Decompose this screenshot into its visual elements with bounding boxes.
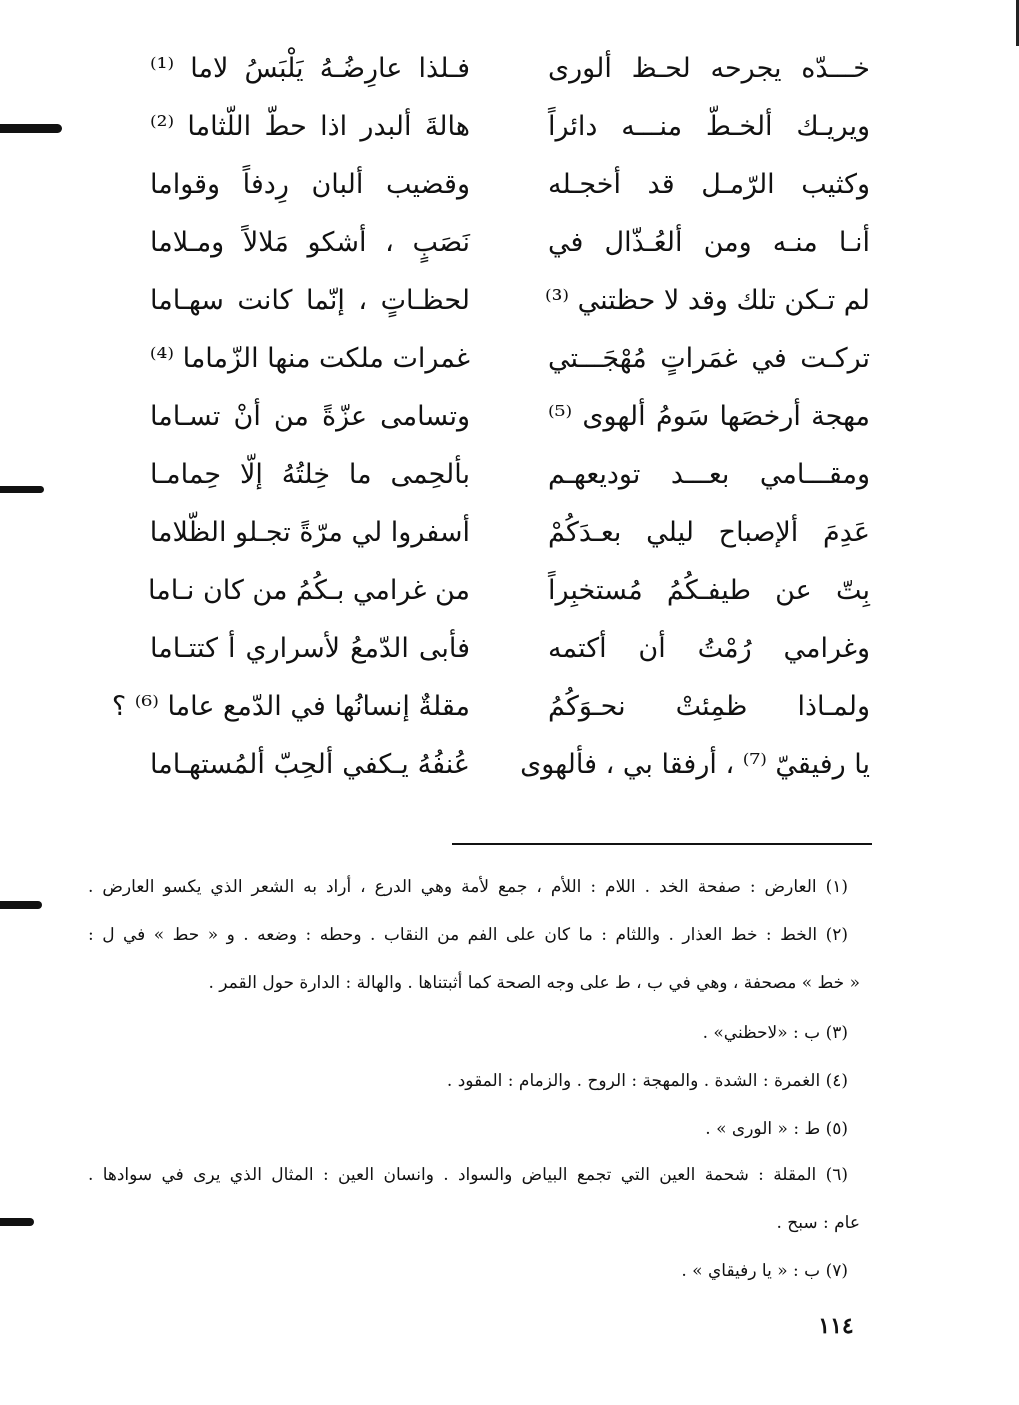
footnote: (٧) ب : « يا رفيقاي » . <box>681 1261 848 1281</box>
verse-second-hemistich: لحظـاتٍ ، إنّما كانت سهـاما <box>150 285 470 316</box>
verse <box>111 678 870 736</box>
footnote-continuation: عام : سبح . <box>776 1213 860 1233</box>
verse <box>140 40 870 98</box>
scan-edge-mark <box>0 1218 34 1226</box>
verse-second-hemistich: أسفروا لي مرّةً تجـلو الظّلاما <box>149 517 470 548</box>
verse <box>140 562 870 620</box>
verse <box>140 272 870 330</box>
footnote: (٥) ط : « الورى » . <box>705 1119 848 1139</box>
verse-second-hemistich: من غرامي بـكُمُ من كان نـاما <box>148 575 470 606</box>
verse-second-hemistich: بألحِمى ما خِلتُهُ إلّا حِمامـا <box>150 459 470 490</box>
verse <box>140 736 870 794</box>
verse <box>140 214 870 272</box>
footnote: (٢) الخط : خط العذار . واللثام : ما كان على الفم من النقاب . وحطه : وضعه . و « حط » في ل : <box>88 925 848 945</box>
verse-first-hemistich: ومقـــامي بعـــد توديعهـم <box>548 459 870 490</box>
verse-second-hemistich: هالةَ ألبدر اذا حطّ اللّثاما ⁽²⁾ <box>150 111 470 142</box>
verse-first-hemistich: أنـا منـه ومن ألعُـذّال في <box>548 227 870 258</box>
verse-first-hemistich: عَدِمَ ألإصباح ليلي بعـدَكُمْ <box>548 517 870 548</box>
verse <box>140 504 870 562</box>
footnote: (١) العارض : صفحة الخد . اللام : اللأم ، جمع لأمة وهي الدرع ، أراد به الشعر الذي يكسو العارض . <box>88 877 848 897</box>
verse-second-hemistich: مقلةٌ إنسانُها في الدّمع عاما ⁽⁶⁾ ؟ <box>111 691 470 722</box>
footnote: (٦) المقلة : شحمة العين التي تجمع البياض والسواد . وانسان العين : المثال الذي يرى في سوادها . <box>88 1165 848 1185</box>
footnote: (٤) الغمرة : الشدة . والمهجة : الروح . والزمام : المقود . <box>446 1071 848 1091</box>
verse-first-hemistich: خـــدّه يجرحه لحـظ ألورى <box>548 53 870 84</box>
verse-first-hemistich: يا رفيقيّ ⁽⁷⁾ ، أرفقا بي ، فألهوى <box>520 749 870 780</box>
verse <box>140 620 870 678</box>
scan-edge-mark <box>0 124 62 133</box>
verse-second-hemistich: وقضيب ألبان رِدفاً وقواما <box>150 169 470 200</box>
verse <box>140 446 870 504</box>
verse-first-hemistich: مهجة أرخصَها سَومُ ألهوى ⁽⁵⁾ <box>548 401 870 432</box>
verse-second-hemistich: عُنفُهُ يـكفي ألحِبّ ألمُستهـاما <box>150 749 470 780</box>
verse <box>140 330 870 388</box>
verse-first-hemistich: ويريـك ألخـطّ منـــه دائراً <box>548 111 870 142</box>
page-number: ١١٤ <box>818 1313 854 1339</box>
verse-second-hemistich: غمرات ملكت منها الزّماما ⁽⁴⁾ <box>149 343 470 374</box>
footnote: (٣) ب : «لاحظني» . <box>702 1023 848 1043</box>
scan-edge-mark <box>0 486 44 493</box>
verse-second-hemistich: نَصَبٍ ، أشكو مَلالاً ومـلاما <box>150 227 470 258</box>
verse-first-hemistich: لم تـكن تلك وقد لا حظتني ⁽³⁾ <box>544 285 870 316</box>
verse-second-hemistich: فأبى الدّمعُ لأسراري أ كتتـاما <box>150 633 470 664</box>
scan-edge-mark <box>0 901 42 909</box>
verse <box>140 156 870 214</box>
verse-first-hemistich: بِتّ عن طيفـكُمُ مُستخبِراً <box>548 575 870 606</box>
verse-first-hemistich: وكثيب الرّمـل قد أخجـله <box>548 169 870 200</box>
verse-second-hemistich: فـلذا عارِضُـهُ يَلْبَسُ لاما ⁽¹⁾ <box>150 53 470 84</box>
verse-first-hemistich: ولمـاذا ظمِئتْ نحـوَكُمُ <box>548 691 870 722</box>
footnote-continuation: « خط » مصحفة ، وهي في ب ، ط على وجه الصحة كما أثبتناها . والهالة : الدارة حول القمر . <box>208 973 860 993</box>
verse <box>140 388 870 446</box>
verse-first-hemistich: تركـت في غمَراتٍ مُهْجَـــتي <box>548 343 870 374</box>
verse-second-hemistich: وتسامى عزّةً من أنْ تسـاما <box>150 401 470 432</box>
verse-first-hemistich: وغرامي رُمْتُ أن أكتمه <box>548 633 870 664</box>
verse <box>140 98 870 156</box>
footnote-separator <box>452 843 872 845</box>
